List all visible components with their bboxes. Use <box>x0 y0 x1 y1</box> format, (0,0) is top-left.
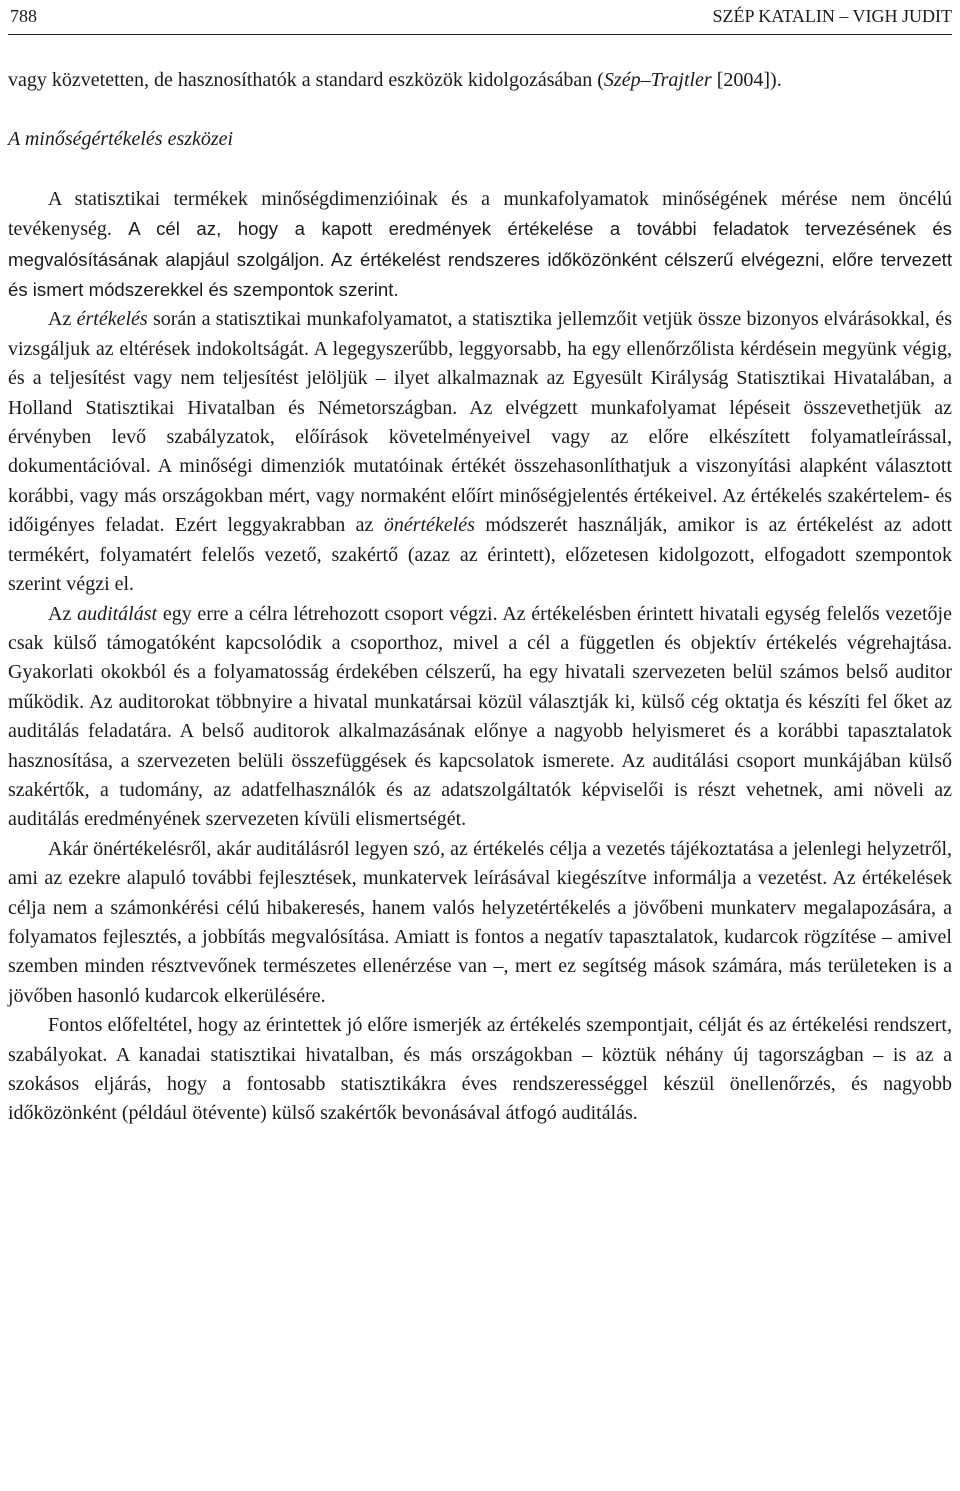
intro-text-end: [2004]). <box>711 69 782 91</box>
paragraph-3-text: Az <box>48 602 78 625</box>
running-header <box>8 4 952 35</box>
paragraph-3 <box>8 600 952 835</box>
page-number: 788 <box>10 6 37 26</box>
paragraph-2-text: során a statisztikai munkafolyamatot, a statisztika jellemzőit vetjük össze bizonyos elvárásokkal, és vizsgáljuk az eltérések indokoltságát. A legegyszerűbb, leggyorsabb, ha egy ellenőrzőlista kérdésein megyünk végig, és a teljesítést vagy nem teljesítést jelöljük – ilyet alkalmaznak az Egyesült Királyság Statisztikai Hivatalában, a Holland Statisztikai Hivatalban és Németországban. Az elvégzett munkafolyamat lépéseit összevethetjük az érvényben levő szabályzatok, előírások követelményeivel vagy az előre elkészített folyamatleírással, dokumentációval. A minőségi dimenziók mutatóinak értékét összehasonlíthatjuk a viszonyítási alapként választott korábbi, vagy más országokban mért, vagy normaként előírt minőségjelentés értékeivel. Az értékelés szakértelem- és időigényes feladat. Ezért leggyakrabban az <box>8 308 952 537</box>
paragraph-1-text-sans: A cél az, hogy a kapott eredmények értékelése a további feladatok tervezésének és megvalósításának alapjául szolgáljon. Az értékelést rendszeres időközönként célszerű elvégezni, előre tervezett és ismert módszerekkel és szempontok szerint. <box>8 218 952 301</box>
spacer <box>8 155 952 185</box>
paragraph-2 <box>8 305 952 599</box>
paragraph-1-text: A statisztikai termékek minőségdimenzióinak és a munkafolyamatok minőségének mérése nem öncélú tevékenység. <box>8 187 952 241</box>
paragraph-1 <box>8 185 952 306</box>
intro-paragraph <box>8 66 952 95</box>
paragraph-3-text: egy erre a célra létrehozott csoport végzi. Az értékelésben érintett hivatali egység felelős vezetője csak külső támogatóként kapcsolódik a csoporthoz, mivel a cél a független és objektív értékelés végrehajtása. Gyakorlati okokból és a folyamatosság érdekében célszerű, ha egy hivatali szervezeten belül számos belső auditor működik. Az auditorokat többnyire a hivatal munkatársai közül választják ki, külső cég oktatja és készíti fel őket az auditálás feladatára. A belső auditorok alkalmazásának előnye a nagyobb helyismeret és a korábbi tapasztalatok hasznosítása, a szervezeten belüli összefüggések és kapcsolatok ismerete. Az auditálási csoport munkájában külső szakértők, a tudomány, az adatfelhasználók és az adatszolgáltatók képviselői is részt vehetnek, ami növeli az auditálás eredményének szervezeten kívüli elismertségét. <box>8 602 952 831</box>
term-onertekeles: önértékelés <box>383 514 475 537</box>
paragraph-2-text: módszerét használják, amikor is az értékelést az adott termékért, folyamatért felelős vezető, szakértő (azaz az érintett), előzetesen kidolgozott, elfogadott szempontok szerint végzi el. <box>8 514 952 596</box>
term-auditalast: auditálást <box>77 602 158 625</box>
running-header-authors: SZÉP KATALIN – VIGH JUDIT <box>712 6 952 26</box>
paragraph-2-text: Az <box>48 308 77 331</box>
spacer <box>8 95 952 125</box>
section-title: A minőségértékelés eszközei <box>8 128 234 151</box>
citation: Szép–Trajtler <box>603 69 712 91</box>
paragraph-4: Akár önértékelésről, akár auditálásról legyen szó, az értékelés célja a vezetés tájékoztatása a jelenlegi helyzetről, ami az ezekre alapuló további fejlesztések, munkatervek leírásával kiegészítve informálja a vezetést. Az értékelések célja nem a számonkérési célú hibakeresés, hanem valós helyzetértékelés a jövőbeni munkaterv megalapozására, a folyamatos fejlesztés, a jobbítás megvalósítása. Amiatt is fontos a negatív tapasztalatok, kudarcok rögzítése – amivel szemben minden résztvevőnek természetes ellenérzése van –, mert ez segítség mások számára, más területeken is a jövőben hasonló kudarcok elkerülésére. <box>8 837 952 1007</box>
page-body <box>8 66 952 1129</box>
paragraph-5: Fontos előfeltétel, hogy az érintettek jó előre ismerjék az értékelés szempontjait, célját és az értékelési rendszert, szabályokat. A kanadai statisztikai hivatalban, és más országokban – köztük néhány új tagországban – is az a szokásos eljárás, hogy a fontosabb statisztikákra éves rendszerességgel készül önellenőrzés, és nagyobb időközönként (például ötévente) külső szakértők bevonásával átfogó auditálás. <box>8 1014 952 1125</box>
term-ertekeles: értékelés <box>76 308 148 331</box>
intro-text: vagy közvetetten, de hasznosíthatók a standard eszközök kidolgozásában ( <box>8 69 604 91</box>
